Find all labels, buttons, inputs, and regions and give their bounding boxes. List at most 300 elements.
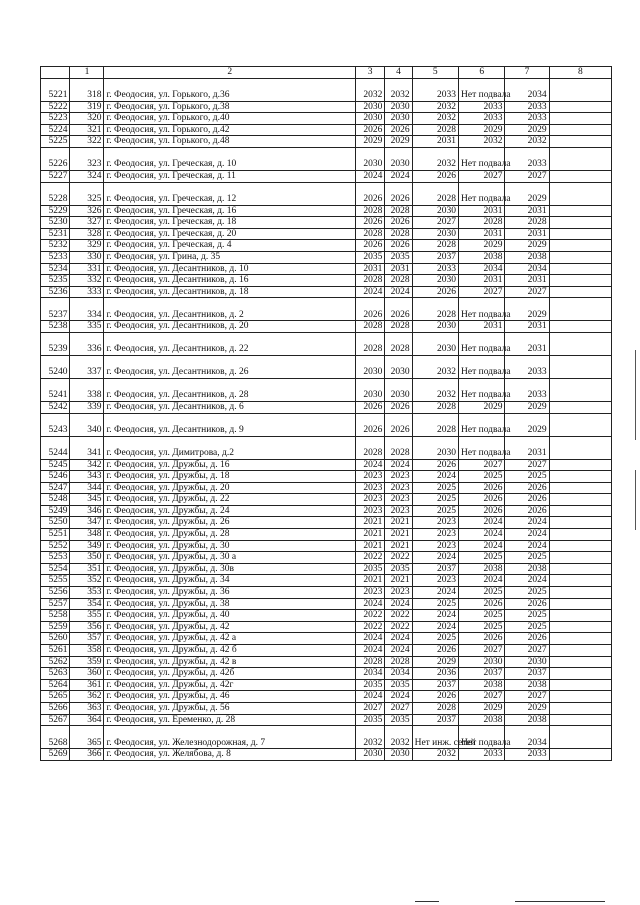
col3-cell: 2030	[355, 355, 384, 378]
col8-cell	[549, 679, 611, 691]
col8-cell	[549, 275, 611, 287]
address-cell: г. Феодосия, ул. Десантников, д. 18	[104, 286, 356, 298]
row-index-cell: 5267	[41, 714, 70, 726]
address-cell: г. Феодосия, ул. Десантников, д. 6	[104, 401, 356, 413]
col7-cell: 2031	[505, 228, 549, 240]
table-row	[41, 529, 612, 541]
col6-cell: 2033	[459, 113, 505, 125]
table-row	[41, 78, 612, 101]
table-row	[41, 101, 612, 113]
col4-cell: 2029	[385, 136, 412, 148]
col7-cell: 2038	[505, 679, 549, 691]
col7-cell: 2031	[505, 436, 549, 459]
address-cell: г. Феодосия, ул. Дружбы, д. 30	[104, 540, 356, 552]
col5-cell: 2023	[412, 540, 458, 552]
col7-cell: 2024	[505, 575, 549, 587]
col8-cell	[549, 656, 611, 668]
col7-cell: 2024	[505, 529, 549, 541]
col7-cell: 2029	[505, 702, 549, 714]
row-index-cell: 5252	[41, 540, 70, 552]
col3-cell: 2024	[355, 286, 384, 298]
col3-cell: 2029	[355, 136, 384, 148]
col5-cell: 2023	[412, 575, 458, 587]
col3-cell: 2027	[355, 702, 384, 714]
col8-cell	[549, 78, 611, 101]
table-row	[41, 147, 612, 170]
address-cell: г. Феодосия, ул. Десантников, д. 9	[104, 413, 356, 436]
col7-cell: 2033	[505, 147, 549, 170]
row-index-cell: 5229	[41, 205, 70, 217]
col7-cell: 2027	[505, 459, 549, 471]
table-row	[41, 378, 612, 401]
row-index-cell: 5237	[41, 298, 70, 321]
no-value-note: Нет подвала	[461, 159, 511, 170]
col4-cell: 2026	[385, 413, 412, 436]
col7-cell: 2034	[505, 726, 549, 749]
table-row	[41, 726, 612, 749]
col7-cell: 2024	[505, 517, 549, 529]
col8-cell	[549, 563, 611, 575]
col5-cell: 2032	[412, 147, 458, 170]
col5-cell: 2032	[412, 355, 458, 378]
scan-edge-mark	[635, 470, 636, 530]
row-number-cell: 325	[70, 182, 104, 205]
table-row	[41, 459, 612, 471]
col5-cell: 2026	[412, 286, 458, 298]
row-number-cell: 347	[70, 517, 104, 529]
col3-cell: 2028	[355, 228, 384, 240]
col5-cell: 2030	[412, 321, 458, 333]
col4-cell: 2031	[385, 263, 412, 275]
address-cell: г. Феодосия, ул. Десантников, д. 20	[104, 321, 356, 333]
col4-cell: 2026	[385, 182, 412, 205]
col7-cell: 2031	[505, 321, 549, 333]
col8-cell	[549, 413, 611, 436]
address-cell: г. Феодосия, ул. Дружбы, д. 40	[104, 610, 356, 622]
address-cell: г. Феодосия, ул. Греческая, д. 16	[104, 205, 356, 217]
col4-cell: 2024	[385, 459, 412, 471]
col6-cell: 2027	[459, 459, 505, 471]
col8-cell	[549, 263, 611, 275]
col8-cell	[549, 575, 611, 587]
address-cell: г. Феодосия, ул. Дружбы, д. 16	[104, 459, 356, 471]
address-cell: г. Феодосия, ул. Греческая, д. 12	[104, 182, 356, 205]
col7-cell: 2029	[505, 298, 549, 321]
col5-cell: 2033	[412, 263, 458, 275]
table-row	[41, 113, 612, 125]
col8-cell	[549, 749, 611, 761]
row-index-cell: 5253	[41, 552, 70, 564]
col5-cell: 2028	[412, 702, 458, 714]
no-value-note: Нет инж. сетей	[414, 737, 476, 748]
col6-cell: 2026	[459, 482, 505, 494]
col6-cell: 2031	[459, 321, 505, 333]
col6-cell: 2033	[459, 749, 505, 761]
col4-cell: 2028	[385, 656, 412, 668]
address-cell: г. Феодосия, ул. Дружбы, д. 42б	[104, 668, 356, 680]
address-cell: г. Феодосия, ул. Горького, д.48	[104, 136, 356, 148]
col7-cell: 2026	[505, 598, 549, 610]
address-cell: г. Феодосия, ул. Дружбы, д. 36	[104, 587, 356, 599]
col4-cell: 2024	[385, 286, 412, 298]
col5-cell: 2030	[412, 205, 458, 217]
row-index-cell: 5221	[41, 78, 70, 101]
address-cell: г. Феодосия, ул. Желябова, д. 8	[104, 749, 356, 761]
address-cell: г. Феодосия, ул. Еременко, д. 28	[104, 714, 356, 726]
row-number-cell: 337	[70, 355, 104, 378]
col5-cell	[412, 726, 476, 749]
col7-cell: 2029	[505, 413, 549, 436]
col4-cell: 2035	[385, 563, 412, 575]
col8-cell	[549, 113, 611, 125]
address-cell: г. Феодосия, ул. Горького, д.36	[104, 78, 356, 101]
col5-cell: 2026	[412, 691, 458, 703]
col8-cell	[549, 529, 611, 541]
row-number-cell: 328	[70, 228, 104, 240]
row-number-cell: 334	[70, 298, 104, 321]
col3-cell: 2024	[355, 633, 384, 645]
row-number-cell: 338	[70, 378, 104, 401]
col7-cell: 2032	[505, 136, 549, 148]
col3-cell: 2028	[355, 321, 384, 333]
col4-cell: 2022	[385, 610, 412, 622]
col7-cell: 2033	[505, 113, 549, 125]
col3-cell: 2024	[355, 459, 384, 471]
table-row	[41, 228, 612, 240]
col5-cell: 2026	[412, 170, 458, 182]
col5-cell: 2025	[412, 482, 458, 494]
col6-cell	[459, 413, 511, 436]
col3-cell: 2030	[355, 749, 384, 761]
col5-cell: 2025	[412, 494, 458, 506]
col3-cell: 2030	[355, 378, 384, 401]
row-index-cell: 5230	[41, 217, 70, 229]
col3-cell: 2022	[355, 610, 384, 622]
header-cell: 4	[385, 67, 412, 79]
col6-cell: 2024	[459, 517, 505, 529]
no-value-note: Нет подвала	[461, 309, 511, 320]
col5-cell: 2024	[412, 610, 458, 622]
row-number-cell: 358	[70, 645, 104, 657]
row-index-cell: 5235	[41, 275, 70, 287]
row-number-cell: 331	[70, 263, 104, 275]
row-number-cell: 348	[70, 529, 104, 541]
col4-cell: 2023	[385, 494, 412, 506]
address-cell: г. Феодосия, ул. Димитрова, д.2	[104, 436, 356, 459]
address-cell: г. Феодосия, ул. Дружбы, д. 42	[104, 621, 356, 633]
col4-cell: 2034	[385, 668, 412, 680]
table-row	[41, 355, 612, 378]
col3-cell: 2030	[355, 113, 384, 125]
no-value-note: Нет подвала	[461, 193, 511, 204]
col6-cell: 2027	[459, 170, 505, 182]
col7-cell: 2034	[505, 263, 549, 275]
col6-cell: 2024	[459, 529, 505, 541]
header-cell: 6	[459, 67, 505, 79]
col8-cell	[549, 436, 611, 459]
table-row	[41, 124, 612, 136]
row-index-cell: 5243	[41, 413, 70, 436]
address-cell: г. Феодосия, ул. Горького, д.42	[104, 124, 356, 136]
row-number-cell: 352	[70, 575, 104, 587]
header-cell: 8	[549, 67, 611, 79]
col7-cell: 2034	[505, 78, 549, 101]
col5-cell: 2036	[412, 668, 458, 680]
row-index-cell: 5241	[41, 378, 70, 401]
row-number-cell: 336	[70, 332, 104, 355]
row-index-cell: 5228	[41, 182, 70, 205]
col3-cell: 2028	[355, 436, 384, 459]
col5-cell: 2028	[412, 298, 458, 321]
col4-cell: 2021	[385, 575, 412, 587]
table-row	[41, 633, 612, 645]
col7-cell: 2033	[505, 101, 549, 113]
table-row	[41, 170, 612, 182]
row-index-cell: 5226	[41, 147, 70, 170]
row-number-cell: 362	[70, 691, 104, 703]
col4-cell: 2024	[385, 633, 412, 645]
row-index-cell: 5262	[41, 656, 70, 668]
col3-cell: 2023	[355, 482, 384, 494]
row-number-cell: 359	[70, 656, 104, 668]
col7-cell: 2038	[505, 714, 549, 726]
col7-cell: 2027	[505, 286, 549, 298]
table-row	[41, 691, 612, 703]
header-cell: 5	[412, 67, 458, 79]
row-number-cell: 341	[70, 436, 104, 459]
col6-cell	[459, 298, 511, 321]
row-index-cell: 5257	[41, 598, 70, 610]
col6-cell: 2030	[459, 656, 505, 668]
col4-cell: 2030	[385, 101, 412, 113]
row-number-cell: 363	[70, 702, 104, 714]
col3-cell: 2021	[355, 575, 384, 587]
table-row	[41, 217, 612, 229]
row-index-cell: 5236	[41, 286, 70, 298]
address-cell: г. Феодосия, ул. Дружбы, д. 46	[104, 691, 356, 703]
col5-cell: 2024	[412, 471, 458, 483]
row-index-cell: 5231	[41, 228, 70, 240]
col4-cell: 2026	[385, 240, 412, 252]
table-row	[41, 679, 612, 691]
address-cell: г. Феодосия, ул. Дружбы, д. 42 в	[104, 656, 356, 668]
col5-cell: 2024	[412, 587, 458, 599]
header-cell: 7	[505, 67, 549, 79]
col3-cell: 2028	[355, 656, 384, 668]
col8-cell	[549, 355, 611, 378]
col3-cell: 2030	[355, 147, 384, 170]
col7-cell: 2024	[505, 540, 549, 552]
col4-cell: 2026	[385, 401, 412, 413]
col7-cell: 2033	[505, 749, 549, 761]
table-row	[41, 263, 612, 275]
row-index-cell: 5260	[41, 633, 70, 645]
address-cell: г. Феодосия, ул. Греческая, д. 4	[104, 240, 356, 252]
col7-cell: 2038	[505, 251, 549, 263]
col7-cell: 2038	[505, 563, 549, 575]
col4-cell: 2026	[385, 124, 412, 136]
col5-cell: 2030	[412, 275, 458, 287]
table-row	[41, 182, 612, 205]
col3-cell: 2028	[355, 275, 384, 287]
col8-cell	[549, 494, 611, 506]
row-index-cell: 5224	[41, 124, 70, 136]
col3-cell: 2021	[355, 517, 384, 529]
col6-cell: 2034	[459, 263, 505, 275]
col6-cell: 2026	[459, 505, 505, 517]
row-index-cell: 5251	[41, 529, 70, 541]
address-cell: г. Феодосия, ул. Десантников, д. 10	[104, 263, 356, 275]
scan-edge-mark	[635, 350, 636, 440]
col4-cell: 2030	[385, 749, 412, 761]
row-index-cell: 5269	[41, 749, 70, 761]
row-number-cell: 342	[70, 459, 104, 471]
row-index-cell: 5259	[41, 621, 70, 633]
col3-cell: 2024	[355, 645, 384, 657]
no-value-note: Нет подвала	[461, 90, 511, 100]
col8-cell	[549, 668, 611, 680]
row-number-cell: 327	[70, 217, 104, 229]
row-number-cell: 319	[70, 101, 104, 113]
col7-cell: 2025	[505, 621, 549, 633]
col6-cell	[459, 332, 511, 355]
col6-cell: 2025	[459, 552, 505, 564]
col3-cell: 2023	[355, 494, 384, 506]
table-row	[41, 575, 612, 587]
row-index-cell: 5238	[41, 321, 70, 333]
col7-cell: 2026	[505, 633, 549, 645]
col8-cell	[549, 217, 611, 229]
col8-cell	[549, 714, 611, 726]
col8-cell	[549, 286, 611, 298]
col8-cell	[549, 101, 611, 113]
address-cell: г. Феодосия, ул. Горького, д.38	[104, 101, 356, 113]
col8-cell	[549, 645, 611, 657]
col4-cell: 2024	[385, 645, 412, 657]
table-row	[41, 505, 612, 517]
address-cell: г. Феодосия, ул. Дружбы, д. 38	[104, 598, 356, 610]
col5-cell: 2028	[412, 182, 458, 205]
row-number-cell: 351	[70, 563, 104, 575]
col4-cell: 2035	[385, 714, 412, 726]
col5-cell: 2031	[412, 136, 458, 148]
col7-cell: 2027	[505, 691, 549, 703]
row-index-cell: 5233	[41, 251, 70, 263]
col7-cell: 2025	[505, 587, 549, 599]
row-index-cell: 5264	[41, 679, 70, 691]
row-number-cell: 364	[70, 714, 104, 726]
col7-cell: 2028	[505, 217, 549, 229]
col6-cell: 2025	[459, 610, 505, 622]
col8-cell	[549, 124, 611, 136]
col3-cell: 2026	[355, 240, 384, 252]
row-number-cell: 365	[70, 726, 104, 749]
table-row	[41, 517, 612, 529]
address-cell: г. Феодосия, ул. Дружбы, д. 42 а	[104, 633, 356, 645]
col3-cell: 2034	[355, 668, 384, 680]
col5-cell: 2032	[412, 113, 458, 125]
col6-cell: 2038	[459, 679, 505, 691]
col6-cell	[459, 726, 511, 749]
col6-cell: 2032	[459, 136, 505, 148]
table-row	[41, 240, 612, 252]
col6-cell: 2024	[459, 540, 505, 552]
row-index-cell: 5258	[41, 610, 70, 622]
col6-cell: 2027	[459, 645, 505, 657]
row-number-cell: 335	[70, 321, 104, 333]
col4-cell: 2026	[385, 217, 412, 229]
table-row	[41, 598, 612, 610]
col6-cell: 2025	[459, 587, 505, 599]
col4-cell: 2023	[385, 471, 412, 483]
col8-cell	[549, 633, 611, 645]
col4-cell: 2026	[385, 298, 412, 321]
col7-cell: 2029	[505, 401, 549, 413]
col6-cell	[459, 78, 511, 101]
row-number-cell: 323	[70, 147, 104, 170]
col8-cell	[549, 621, 611, 633]
col3-cell: 2024	[355, 598, 384, 610]
row-number-cell: 355	[70, 610, 104, 622]
row-index-cell: 5254	[41, 563, 70, 575]
address-cell: г. Феодосия, ул. Дружбы, д. 22	[104, 494, 356, 506]
col3-cell: 2026	[355, 298, 384, 321]
table-row	[41, 702, 612, 714]
table-row	[41, 251, 612, 263]
table-row	[41, 587, 612, 599]
address-cell: г. Феодосия, ул. Горького, д.40	[104, 113, 356, 125]
row-number-cell: 349	[70, 540, 104, 552]
table-row	[41, 136, 612, 148]
col6-cell: 2028	[459, 217, 505, 229]
row-number-cell: 329	[70, 240, 104, 252]
col6-cell: 2029	[459, 124, 505, 136]
col4-cell: 2030	[385, 147, 412, 170]
col6-cell: 2029	[459, 240, 505, 252]
col3-cell: 2032	[355, 78, 384, 101]
col8-cell	[549, 378, 611, 401]
no-value-note: Нет подвала	[461, 390, 511, 401]
col4-cell: 2032	[385, 78, 412, 101]
row-number-cell: 344	[70, 482, 104, 494]
col6-cell: 2031	[459, 275, 505, 287]
col7-cell: 2037	[505, 668, 549, 680]
col3-cell: 2035	[355, 251, 384, 263]
row-index-cell: 5232	[41, 240, 70, 252]
row-index-cell: 5246	[41, 471, 70, 483]
row-index-cell: 5222	[41, 101, 70, 113]
row-number-cell: 361	[70, 679, 104, 691]
address-cell: г. Феодосия, ул. Дружбы, д. 24	[104, 505, 356, 517]
col6-cell: 2029	[459, 401, 505, 413]
col8-cell	[549, 459, 611, 471]
table-row	[41, 332, 612, 355]
col3-cell: 2030	[355, 101, 384, 113]
col7-cell: 2027	[505, 170, 549, 182]
col6-cell: 2027	[459, 691, 505, 703]
table-row	[41, 563, 612, 575]
col5-cell: 2030	[412, 332, 458, 355]
col6-cell: 2026	[459, 494, 505, 506]
col7-cell: 2025	[505, 552, 549, 564]
row-number-cell: 366	[70, 749, 104, 761]
col7-cell: 2025	[505, 471, 549, 483]
address-cell: г. Феодосия, ул. Греческая, д. 20	[104, 228, 356, 240]
col4-cell: 2021	[385, 517, 412, 529]
col8-cell	[549, 540, 611, 552]
col5-cell: 2032	[412, 749, 458, 761]
row-number-cell: 326	[70, 205, 104, 217]
